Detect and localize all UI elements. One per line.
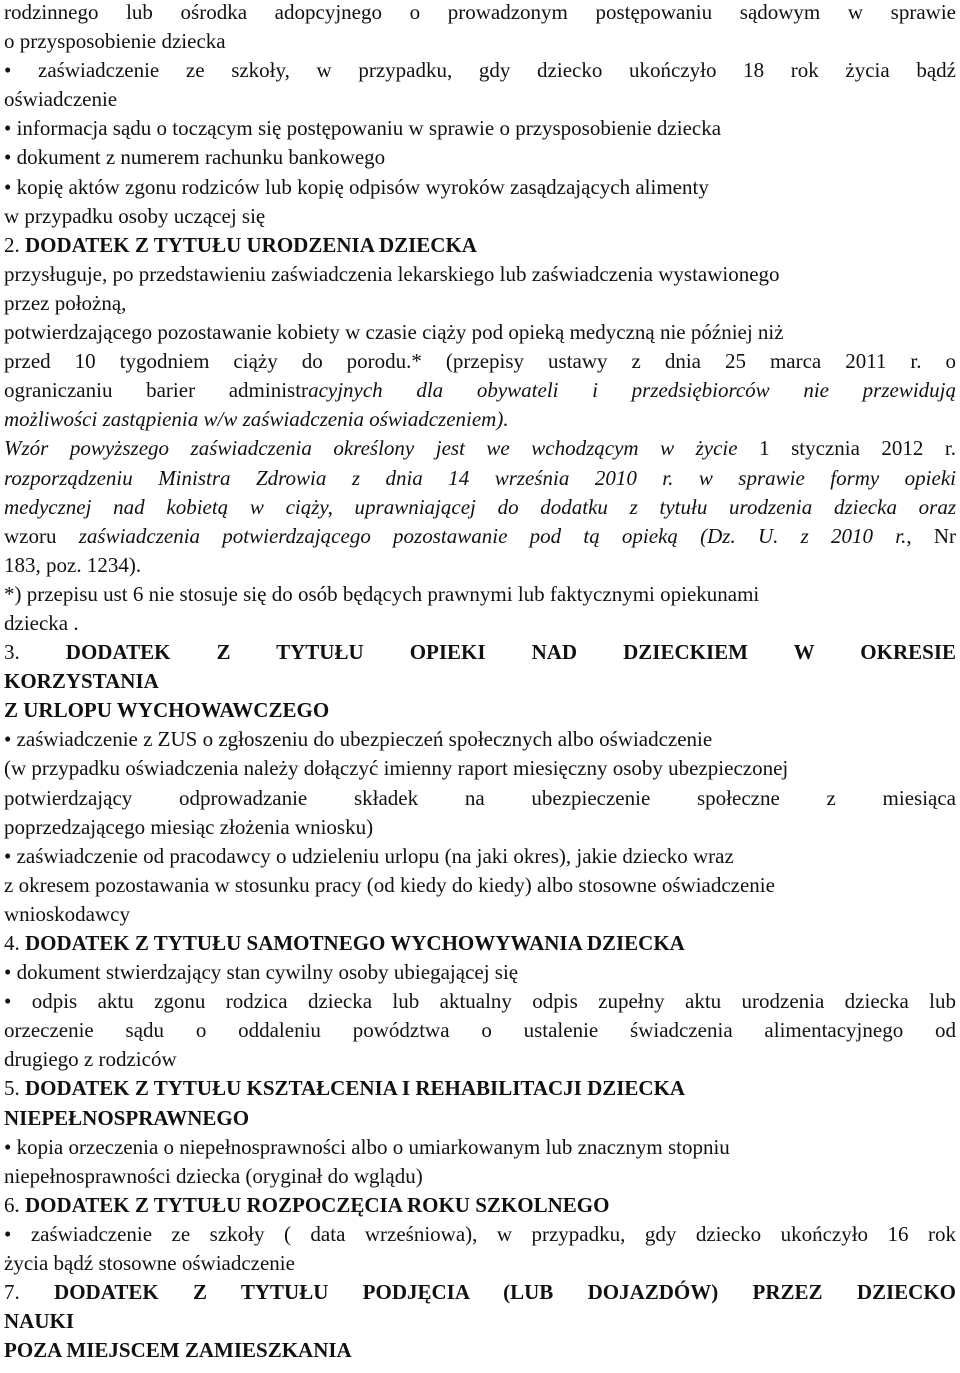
line-text: w przypadku osoby uczącej się xyxy=(4,203,266,228)
text-run: 1 stycznia 2012 r. xyxy=(759,436,956,461)
paragraph-line xyxy=(4,405,956,434)
paragraph-line xyxy=(4,27,956,56)
paragraph-line xyxy=(4,464,956,493)
section-heading-text: DODATEK Z TYTUŁU ROZPOCZĘCIA ROKU SZKOLNEGO xyxy=(25,1192,610,1217)
paragraph-line xyxy=(4,871,956,900)
section-heading xyxy=(4,1191,956,1220)
line-text: z okresem pozostawania w stosunku pracy (od kiedy do kiedy) albo stosowne oświadczenie xyxy=(4,872,775,897)
paragraph-line xyxy=(4,813,956,842)
text-run: wzoru xyxy=(4,523,79,548)
paragraph-line xyxy=(4,1162,956,1191)
paragraph-line xyxy=(4,551,956,580)
paragraph-line xyxy=(4,1016,956,1045)
line-text: przysługuje, po przedstawieniu zaświadczenia lekarskiego lub zaświadczenia wystawionego xyxy=(4,261,780,286)
line-text: medycznej nad kobietą w ciąży, uprawniającej do dodatku z tytułu urodzenia dziecka oraz xyxy=(4,494,956,519)
bullet-item xyxy=(4,173,956,202)
line-text: 183, poz. 1234). xyxy=(4,552,142,577)
bullet-item xyxy=(4,143,956,172)
paragraph-line xyxy=(4,900,956,929)
section-heading-text: DODATEK Z TYTUŁU SAMOTNEGO WYCHOWYWANIA DZIECKA xyxy=(25,931,685,955)
text-run: ograniczaniu barier administr xyxy=(4,378,309,403)
text-run: , Nr xyxy=(906,523,956,548)
section-number: 5. xyxy=(4,1076,25,1101)
line-text: (w przypadku oświadczenia należy dołączyć imienny raport miesięczny osoby ubezpieczonej xyxy=(4,756,789,781)
paragraph-line xyxy=(4,347,956,376)
paragraph-line xyxy=(4,754,956,783)
section-heading-text: NAUKI xyxy=(4,1309,75,1334)
section-heading xyxy=(4,231,956,260)
line-text: wnioskodawcy xyxy=(4,901,130,926)
text-run: acyjnych dla obywateli i przedsiębiorców nie przewidują xyxy=(308,378,956,403)
bullet-text: • kopia orzeczenia o niepełnosprawności albo o umiarkowanym lub znacznym stopniu xyxy=(4,1134,730,1159)
bullet-text: • zaświadczenie z ZUS o zgłoszeniu do ubezpieczeń społecznych albo oświadczenie xyxy=(4,727,713,752)
line-text: o przysposobienie dziecka xyxy=(4,29,226,54)
bullet-text: • zaświadczenie ze szkoły, w przypadku, gdy dziecko ukończyło 18 rok życia bądź xyxy=(4,58,956,83)
bullet-item xyxy=(4,1220,956,1249)
line-text: drugiego z rodziców xyxy=(4,1047,177,1072)
bullet-item xyxy=(4,958,956,987)
text-run: Wzór powyższego zaświadczenia określony jest we wchodzącym w życie xyxy=(4,436,760,461)
line-text: przed 10 tygodniem ciąży do porodu.* (przepisy ustawy z dnia 25 marca 2011 r. o xyxy=(4,349,956,374)
line-text: rozporządzeniu Ministra Zdrowia z dnia 14 września 2010 r. w sprawie formy opieki xyxy=(4,465,956,490)
section-heading xyxy=(4,1278,956,1307)
paragraph-line xyxy=(4,318,956,347)
bullet-text: • kopię aktów zgonu rodziców lub kopię odpisów wyroków zasądzających alimenty xyxy=(4,174,709,199)
section-heading xyxy=(4,1074,956,1103)
line-text: możliwości zastąpienia w/w zaświadczenia oświadczeniem). xyxy=(4,407,509,432)
section-heading-text: POZA MIEJSCEM ZAMIESZKANIA xyxy=(4,1338,352,1363)
bullet-text: • informacja sądu o toczącym się postępowaniu w sprawie o przysposobienie dziecka xyxy=(4,116,722,141)
section-heading-text: Z URLOPU WYCHOWAWCZEGO xyxy=(4,698,330,723)
paragraph-line xyxy=(4,260,956,289)
line-text: dziecka . xyxy=(4,610,79,635)
line-text: *) przepisu ust 6 nie stosuje się do osób będących prawnymi lub faktycznymi opiekunami xyxy=(4,581,760,606)
line-text: orzeczenie sądu o oddaleniu powództwa o ustalenie świadczenia alimentacyjnego od xyxy=(4,1018,956,1043)
bullet-item xyxy=(4,56,956,85)
section-heading xyxy=(4,696,956,725)
section-heading xyxy=(4,929,956,958)
bullet-item xyxy=(4,114,956,143)
section-heading xyxy=(4,1104,956,1133)
line-text: rodzinnego lub ośrodka adopcyjnego o prowadzonym postępowaniu sądowym w sprawie xyxy=(4,0,956,24)
line-text: oświadczenie xyxy=(4,87,118,112)
section-number: 3. xyxy=(4,640,66,665)
bullet-item xyxy=(4,725,956,754)
section-heading-text: DODATEK Z TYTUŁU OPIEKI NAD DZIECKIEM W OKRESIE xyxy=(65,640,956,665)
section-number: 7. xyxy=(4,1280,55,1305)
paragraph-line xyxy=(4,1045,956,1074)
line-text: potwierdzającego pozostawanie kobiety w czasie ciąży pod opieką medyczną nie później niż xyxy=(4,320,784,345)
paragraph-line xyxy=(4,580,956,609)
paragraph-line xyxy=(4,289,956,318)
section-number: 2. xyxy=(4,232,25,257)
section-number: 4. xyxy=(4,931,25,955)
section-heading-text: NIEPEŁNOSPRAWNEGO xyxy=(4,1105,250,1130)
bullet-item xyxy=(4,1133,956,1162)
section-heading-text: DODATEK Z TYTUŁU URODZENIA DZIECKA xyxy=(25,232,477,257)
paragraph-line xyxy=(4,376,956,405)
paragraph-line xyxy=(4,202,956,231)
section-number: 6. xyxy=(4,1192,25,1217)
bullet-item xyxy=(4,987,956,1016)
section-heading xyxy=(4,1307,956,1336)
line-text: życia bądź stosowne oświadczenie xyxy=(4,1251,295,1276)
section-heading-text: DODATEK Z TYTUŁU KSZTAŁCENIA I REHABILITACJI DZIECKA xyxy=(25,1076,686,1101)
bullet-text: • zaświadczenie od pracodawcy o udzieleniu urlopu (na jaki okres), jakie dziecko wraz xyxy=(4,843,734,868)
bullet-text: • zaświadczenie ze szkoły ( data wrześniowa), w przypadku, gdy dziecko ukończyło 16 rok xyxy=(4,1221,956,1246)
paragraph-line xyxy=(4,0,956,27)
section-heading xyxy=(4,638,956,667)
bullet-item xyxy=(4,842,956,871)
section-heading-text: DODATEK Z TYTUŁU PODJĘCIA (LUB DOJAZDÓW) PRZEZ DZIECKO xyxy=(54,1280,956,1305)
paragraph-line xyxy=(4,522,956,551)
paragraph-line xyxy=(4,493,956,522)
line-text: poprzedzającego miesiąc złożenia wniosku) xyxy=(4,814,374,839)
paragraph-line xyxy=(4,609,956,638)
section-heading xyxy=(4,667,956,696)
bullet-text: • dokument stwierdzający stan cywilny osoby ubiegającej się xyxy=(4,960,519,985)
paragraph-line xyxy=(4,434,956,463)
text-run: zaświadczenia potwierdzającego pozostawanie pod tą opieką (Dz. U. z 2010 r. xyxy=(78,523,907,548)
paragraph-line xyxy=(4,784,956,813)
bullet-text: • odpis aktu zgonu rodzica dziecka lub aktualny odpis zupełny aktu urodzenia dziecka lub xyxy=(4,989,956,1014)
line-text: niepełnosprawności dziecka (oryginał do wglądu) xyxy=(4,1163,423,1188)
line-text: potwierdzający odprowadzanie składek na ubezpieczenie społeczne z miesiąca xyxy=(4,785,956,810)
line-text: przez położną, xyxy=(4,290,127,315)
section-heading xyxy=(4,1336,956,1365)
section-heading-text: KORZYSTANIA xyxy=(4,669,159,694)
paragraph-line xyxy=(4,1249,956,1278)
paragraph-line xyxy=(4,85,956,114)
bullet-text: • dokument z numerem rachunku bankowego xyxy=(4,145,386,170)
